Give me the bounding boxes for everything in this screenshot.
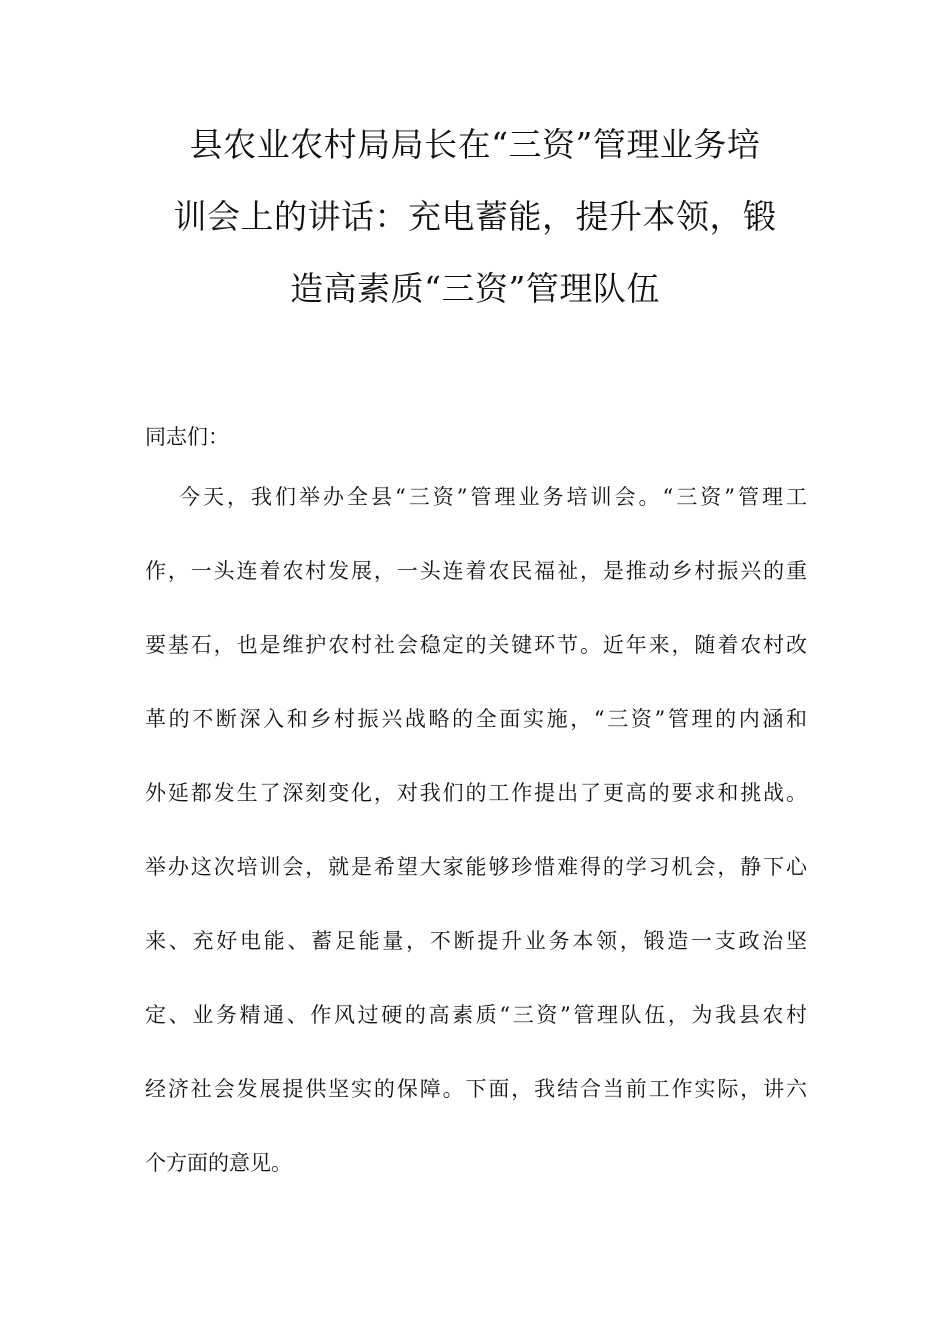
paragraph-line: 定、业务精通、作风过硬的高素质“三资”管理队伍，为我县农村: [145, 1003, 807, 1027]
paragraph-line: 作，一头连着农村发展，一头连着农民福祉，是推动乡村振兴的重: [145, 559, 807, 583]
paragraph-line: 来、充好电能、蓄足能量，不断提升业务本领，锻造一支政治坚: [145, 929, 807, 953]
document-title: [140, 118, 810, 334]
paragraph-line: 外延都发生了深刻变化，对我们的工作提出了更高的要求和挑战。: [145, 781, 807, 805]
paragraph-line: 个方面的意见。: [145, 1151, 292, 1175]
title-line: 造高素质“三资”管理队伍: [290, 269, 660, 308]
salutation: 同志们：: [145, 425, 229, 449]
title-line: 训会上的讲话：充电蓄能，提升本领，锻: [173, 197, 777, 236]
paragraph-line: 要基石，也是维护农村社会稳定的关键环节。近年来，随着农村改: [145, 633, 807, 657]
opening-paragraph: [145, 482, 807, 1222]
paragraph-line: 革的不断深入和乡村振兴战略的全面实施，“三资”管理的内涵和: [145, 707, 807, 731]
paragraph-line: 今天，我们举办全县“三资”管理业务培训会。“三资”管理工: [179, 485, 807, 509]
paragraph-line: 经济社会发展提供坚实的保障。下面，我结合当前工作实际，讲六: [145, 1077, 807, 1101]
title-line: 县农业农村局局长在“三资”管理业务培: [189, 125, 761, 164]
paragraph-line: 举办这次培训会，就是希望大家能够珍惜难得的学习机会，静下心: [145, 855, 807, 879]
